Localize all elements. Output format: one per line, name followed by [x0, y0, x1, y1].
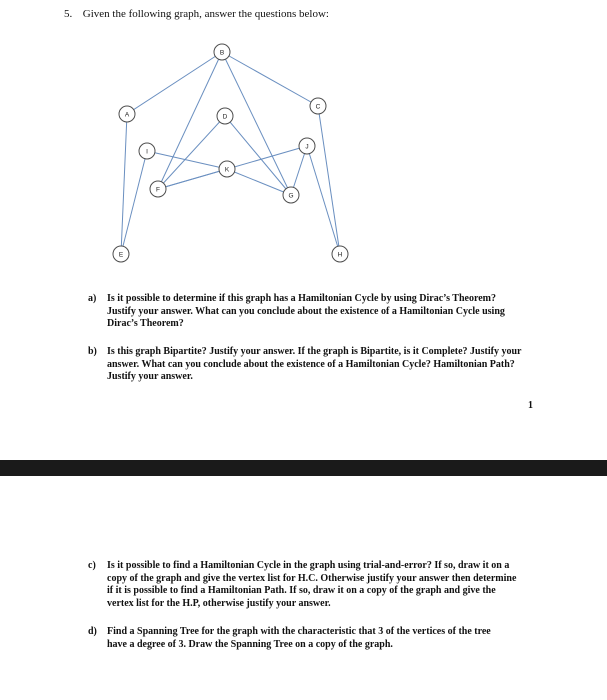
graph-vertex-label: J: [305, 143, 309, 151]
part-c-line: copy of the graph and give the vertex list for H.C. Otherwise justify your answer then determine: [107, 572, 517, 584]
page-break-bar: [0, 460, 607, 476]
graph-vertex-label: A: [124, 111, 130, 119]
graph-vertex-label: H: [337, 251, 343, 259]
question-prompt: Given the following graph, answer the questions below:: [82, 8, 329, 20]
graph-vertex-label: B: [219, 49, 225, 57]
graph-edge-d-g: [225, 116, 291, 195]
graph-vertex-label: F: [156, 186, 160, 194]
graph-vertex-label: G: [288, 192, 294, 200]
graph-figure: [0, 0, 607, 290]
part-b-label: b): [88, 346, 97, 357]
graph-vertex-label: D: [222, 113, 228, 121]
part-a-line: Dirac’s Theorem?: [107, 318, 184, 329]
part-a-line: Is it possible to determine if this graph has a Hamiltonian Cycle by using Dirac’s Theorem?: [107, 293, 496, 304]
part-b-text: [107, 346, 521, 384]
graph-vertex-label: C: [315, 103, 321, 111]
part-c-line: vertex list for the H.P, otherwise justify your answer.: [107, 597, 331, 609]
graph-vertex-d: [217, 108, 233, 124]
graph-edge-i-k: [147, 151, 227, 169]
graph-vertex-i: [139, 143, 155, 159]
graph-vertex-h: [332, 246, 348, 262]
graph-vertex-c: [310, 98, 326, 114]
question-number: 5.: [64, 8, 73, 20]
part-a-text: [107, 293, 505, 331]
part-b-line: answer. What can you conclude about the existence of a Hamiltonian Cycle? Hamiltonian Path?: [107, 358, 515, 370]
part-b-line: Is this graph Bipartite? Justify your answer. If the graph is Bipartite, is it Complete? Justify your: [107, 346, 522, 357]
graph-vertex-f: [150, 181, 166, 197]
part-d-label: d): [88, 626, 97, 637]
part-a-line: Justify your answer. What can you conclude about the existence of a Hamiltonian Cycle using: [107, 305, 505, 317]
part-b-line: Justify your answer.: [107, 371, 193, 382]
graph-vertex-label: I: [146, 148, 148, 156]
graph-vertex-a: [119, 106, 135, 122]
graph-vertex-k: [219, 161, 235, 177]
graph-vertex-label: K: [224, 166, 230, 174]
part-c-line: Is it possible to find a Hamiltonian Cycle in the graph using trial-and-error? If so, draw it on a: [107, 560, 510, 571]
part-a-label: a): [88, 293, 97, 304]
graph-vertex-e: [113, 246, 129, 262]
graph-vertex-g: [283, 187, 299, 203]
part-d-line: Find a Spanning Tree for the graph with the characteristic that 3 of the vertices of the tree: [107, 626, 491, 637]
graph-edge-k-g: [227, 169, 291, 195]
graph-vertex-j: [299, 138, 315, 154]
part-d-text: [107, 626, 491, 651]
page-number: 1: [528, 400, 533, 411]
part-c-line: if it is possible to find a Hamiltonian Path. If so, draw it on a copy of the graph and give the: [107, 585, 496, 596]
graph-edge-j-h: [307, 146, 340, 254]
graph-edge-b-c: [222, 52, 318, 106]
part-d-line: have a degree of 3. Draw the Spanning Tree on a copy of the graph.: [107, 638, 393, 650]
graph-edge-d-f: [158, 116, 225, 189]
graph-edge-c-h: [318, 106, 340, 254]
part-c-text: [107, 560, 516, 610]
graph-vertices: [113, 44, 348, 262]
part-c-label: c): [88, 560, 96, 571]
graph-vertex-label: E: [118, 251, 124, 259]
graph-vertex-b: [214, 44, 230, 60]
